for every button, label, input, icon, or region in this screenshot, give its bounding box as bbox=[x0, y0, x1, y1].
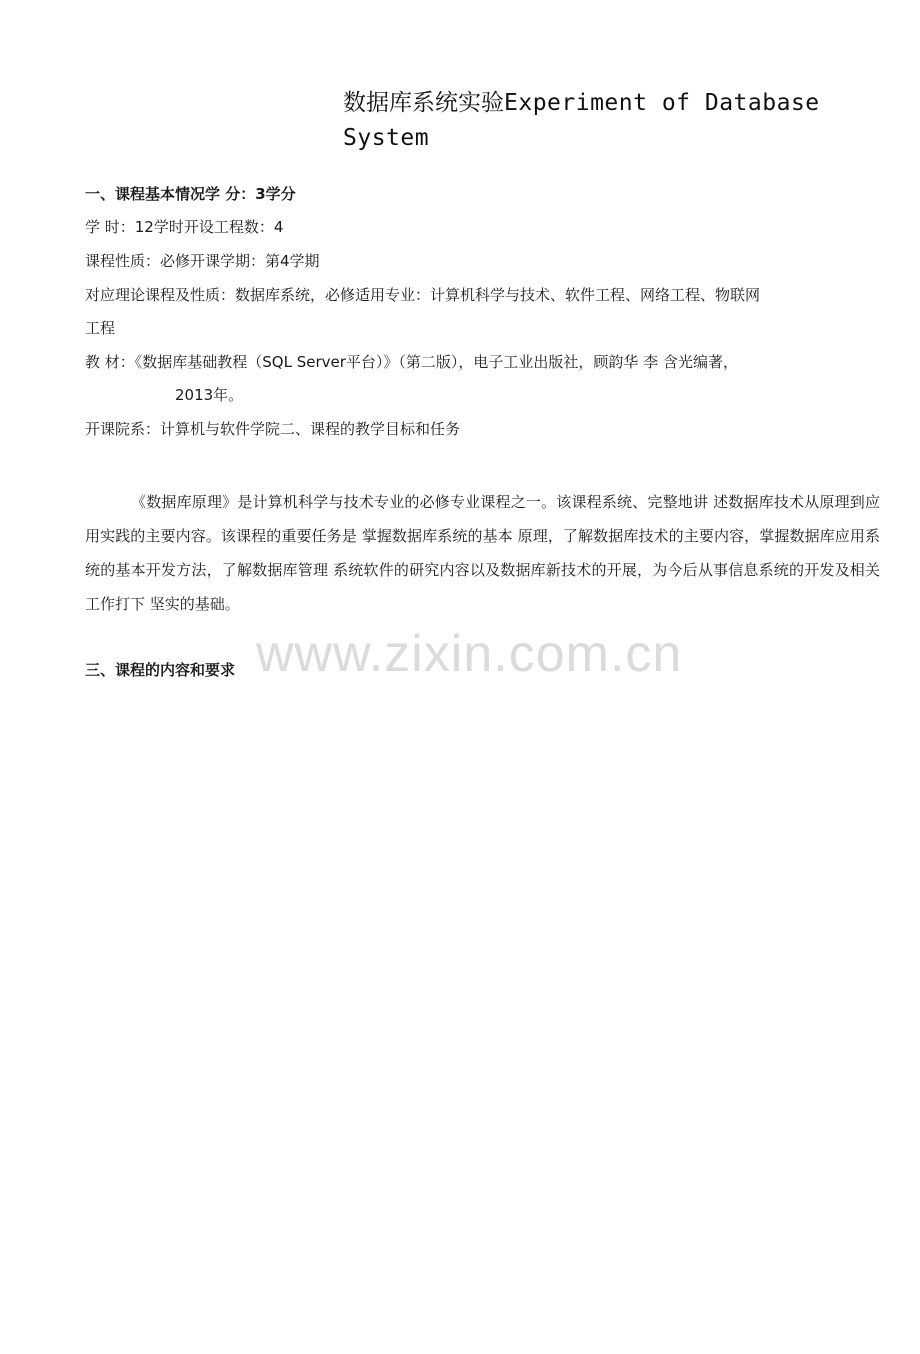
course-hours: 学 时：12学时开设工程数：4 bbox=[85, 218, 284, 236]
prerequisite-line-2: 工程 bbox=[85, 319, 116, 337]
document-title bbox=[343, 86, 863, 156]
objectives-paragraph: 《数据库原理》是计算机科学与技术专业的必修专业课程之一。该课程系统、完整地讲 述数据库技术从原理到应用实践的主要内容。该课程的重要任务是 掌握数据库系统的基本 原理，了解数据库技术的主要内容，掌握数据库应用系统的基本开发方法，了解数据库管理 系统软件的研究内容以及数据库新技术的开展，为今后从事信息系统的开发及相关工作打下 坚实的基础。 bbox=[85, 493, 880, 613]
watermark: www.zixin.com.cn bbox=[256, 625, 683, 683]
title-line-1 bbox=[343, 86, 863, 121]
title-english-part-1: Experiment of Database bbox=[504, 90, 820, 116]
section-1-heading: 一、课程基本情况学 分：3学分 bbox=[85, 185, 296, 203]
title-chinese: 数据库系统实验 bbox=[343, 90, 504, 116]
textbook-line-2: 2013年。 bbox=[175, 386, 244, 404]
department-line: 开课院系：计算机与软件学院二、课程的教学目标和任务 bbox=[85, 420, 461, 438]
title-line-2 bbox=[343, 121, 863, 156]
title-english-part-2: System bbox=[343, 125, 430, 151]
section-3-heading: 三、课程的内容和要求 bbox=[85, 661, 236, 679]
course-nature: 课程性质：必修开课学期：第4学期 bbox=[85, 252, 320, 270]
prerequisite-line-1: 对应理论课程及性质：数据库系统，必修适用专业：计算机科学与技术、软件工程、网络工程、物联网 bbox=[85, 286, 761, 304]
textbook-line-1: 教 材：《数据库基础教程（SQL Server平台）》（第二版），电子工业出版社，顾韵华 李 含光编著， bbox=[85, 353, 738, 371]
